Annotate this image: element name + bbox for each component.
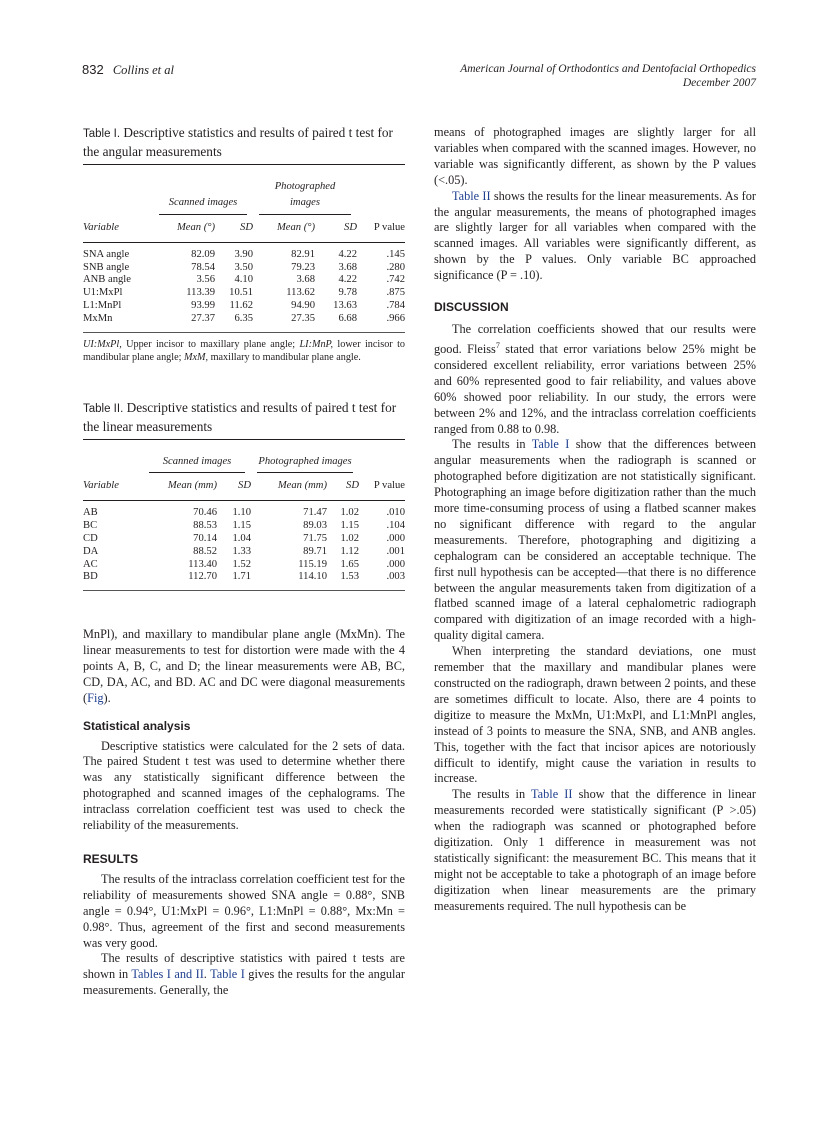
cell: 1.15 xyxy=(232,520,251,532)
cell: 93.99 xyxy=(191,299,215,311)
table-1-link[interactable]: Table I xyxy=(531,437,570,452)
cell: 78.54 xyxy=(191,261,215,273)
cell: 113.39 xyxy=(186,287,215,299)
cell: 13.63 xyxy=(333,299,357,311)
text: The results in xyxy=(452,787,532,802)
cell: 1.53 xyxy=(327,571,359,590)
cell: .001 xyxy=(386,545,405,557)
table-row xyxy=(83,287,405,300)
table-2-group-photographed: Photographed images xyxy=(257,454,353,474)
cell: 1.02 xyxy=(340,507,359,519)
cell: U1:MxPl xyxy=(83,287,123,299)
table-2-caption xyxy=(83,399,405,440)
cell: 3.50 xyxy=(234,261,253,273)
paragraph-continued: means of photographed images are slightly larger for all variables when compared with the scanned images. However, no variable was significantly different, as shown by the P values (<.05). xyxy=(434,125,756,187)
cell: 89.03 xyxy=(303,520,327,532)
table-1-header-row xyxy=(83,215,405,242)
column-header: SD xyxy=(217,473,251,500)
running-authors: Collins et al xyxy=(112,63,174,77)
cell: .000 xyxy=(386,558,405,570)
reference-superscript[interactable]: 7 xyxy=(495,340,500,350)
cell: .003 xyxy=(359,571,405,590)
column-header: Mean (mm) xyxy=(143,473,217,500)
running-header-left xyxy=(82,62,174,78)
cell: 6.35 xyxy=(215,313,253,332)
cell: 27.37 xyxy=(153,313,215,332)
paragraph-discussion-3: When interpreting the standard deviations, one must remember that the maxillary and mandibular planes were constructed on the radiograph, drawn between 2 points, and these are sometimes difficult to locate. Also, there are 4 points to digitize to measure the MxMn, U1:MxPl, and L1:MnPl angles, instead of 3 points to measure the SNA, SNB, and ANB angles. This, together with the fact that incisor apices are notoriously difficult to identify, might cause the variation in results to increase. xyxy=(434,644,757,786)
cell: .010 xyxy=(386,507,405,519)
heading-statistical-analysis: Statistical analysis xyxy=(83,718,191,733)
table-1-grid xyxy=(83,165,405,333)
table-row xyxy=(83,300,405,313)
cell: 9.78 xyxy=(338,287,357,299)
text: show that the difference in linear measurements recorded were statistically significant (P >.05) when the radiograph was scanned or photographed before digitization. Only 1 difference in measurement was not statistically significant: the measurement BC. This means that it might not be acceptable to take a photograph of an image before digitization when linear measurements are the primary measurements required. The null hypothesis can be xyxy=(434,787,756,913)
cell: AC xyxy=(83,558,98,570)
cell: 112.70 xyxy=(143,571,217,590)
table-2-label: Table II. xyxy=(83,402,124,415)
table-1-footnote xyxy=(83,338,405,365)
journal-issue: December 2007 xyxy=(682,77,756,89)
cell: 88.53 xyxy=(193,520,217,532)
cell: SNA angle xyxy=(83,248,130,260)
cell: 88.52 xyxy=(193,545,217,557)
cell: 11.62 xyxy=(229,299,253,311)
text: The correlation coefficients showed that our results were good. Fleiss xyxy=(434,321,756,356)
cell: 3.68 xyxy=(338,261,357,273)
footnote-abbr: LI:MnP, xyxy=(299,338,334,350)
table-row xyxy=(83,533,405,546)
tables-link[interactable]: Tables I and II xyxy=(131,967,204,982)
running-header-right xyxy=(460,62,756,90)
cell: 4.22 xyxy=(338,248,357,260)
left-column xyxy=(83,124,405,999)
cell: BC xyxy=(83,520,98,532)
paragraph-discussion-1 xyxy=(434,322,756,437)
cell: 89.71 xyxy=(303,545,327,557)
cell: SNB angle xyxy=(83,261,130,273)
cell: 79.23 xyxy=(291,261,315,273)
cell: .966 xyxy=(357,313,405,332)
text: . xyxy=(203,967,211,982)
cell: 1.33 xyxy=(232,545,251,557)
cell: 1.10 xyxy=(232,507,251,519)
table-1 xyxy=(83,124,405,365)
table-row xyxy=(83,571,405,590)
table-row xyxy=(83,501,405,520)
cell: 3.90 xyxy=(234,248,253,260)
column-header: P value xyxy=(359,473,405,500)
table-row xyxy=(83,546,405,559)
text: The results in xyxy=(452,437,532,452)
cell: .104 xyxy=(386,520,405,532)
column-header: Mean (°) xyxy=(253,215,315,242)
table-row xyxy=(83,520,405,533)
table-1-group-photographed: Photographed images xyxy=(259,179,351,215)
table-2-grid xyxy=(83,440,405,592)
text: MnPl), and maxillary to mandibular plane angle (MxMn). The linear measurements to test for distortion were made with the 4 points A, B, C, and D; the linear measurements were AB, BC, CD, DA, AC, and BD. AC and DC were diagonal measurements ( xyxy=(83,627,405,705)
cell: 113.62 xyxy=(286,287,315,299)
cell: .784 xyxy=(386,299,405,311)
cell: 4.10 xyxy=(234,274,253,286)
cell: ANB angle xyxy=(83,274,131,286)
cell: .145 xyxy=(386,248,405,260)
cell: 82.91 xyxy=(291,248,315,260)
table-row xyxy=(83,313,405,332)
table-2 xyxy=(83,399,405,592)
column-header: Variable xyxy=(83,215,153,242)
text: ). xyxy=(103,690,111,705)
table-2-link[interactable]: Table II xyxy=(531,787,573,802)
table-1-title: Descriptive statistics and results of paired t test for the angular measurements xyxy=(83,125,393,159)
paragraph-table-2-summary xyxy=(434,189,756,284)
cell: CD xyxy=(83,532,98,544)
cell: 1.12 xyxy=(340,545,359,557)
column-header: Mean (°) xyxy=(153,215,215,242)
cell: 115.19 xyxy=(298,558,327,570)
table-2-group-scanned: Scanned images xyxy=(149,454,245,474)
cell: 3.68 xyxy=(296,274,315,286)
column-header: P value xyxy=(357,215,405,242)
cell: .280 xyxy=(386,261,405,273)
cell: 94.90 xyxy=(291,299,315,311)
text: stated that error variations below 25% might be considered excellent reliability, error variations between 25% and 60% represented good to fair reliability, and values above 60% showed poor reliability. In our study, the errors were between 2% and 12%, and the intraclass correlation coefficients ranged from 0.88 to 0.98. xyxy=(434,341,756,436)
cell: 1.15 xyxy=(340,520,359,532)
footnote-abbr: MxM, xyxy=(184,352,209,363)
heading-discussion: DISCUSSION xyxy=(434,300,509,315)
footnote-text: lower incisor to mandibular plane angle; xyxy=(83,338,405,363)
table-2-title: Descriptive statistics and results of paired t test for the linear measurements xyxy=(83,399,397,434)
text: shows the results for the linear measurements. As for the angular measurements, the means of photographed images are slightly larger for all variables when compared with the scanned images. All variables were significantly different, as shown by the P values. Only variable BC approached significance (P = .10). xyxy=(434,188,756,283)
table-1-group-scanned: Scanned images xyxy=(159,195,247,215)
cell: 1.02 xyxy=(340,532,359,544)
column-header: SD xyxy=(327,473,359,500)
table-row xyxy=(83,262,405,275)
table-row xyxy=(83,559,405,572)
cell: DA xyxy=(83,545,99,557)
cell: .000 xyxy=(386,532,405,544)
cell: .742 xyxy=(386,274,405,286)
heading-results: RESULTS xyxy=(83,851,139,866)
figure-link[interactable]: Fig xyxy=(87,690,104,705)
table-1-link[interactable]: Table I xyxy=(210,967,245,982)
paragraph-discussion-2 xyxy=(434,437,756,644)
paragraph-statistical-analysis: Descriptive statistics were calculated for the 2 sets of data. The paired Student t test was used to determine whether there was any statistically significant difference between the photographed and scanned images of the cephalograms. The intraclass correlation coefficient test was used to check the reliability of the measurements. xyxy=(83,738,405,833)
cell: 71.47 xyxy=(303,507,327,519)
paragraph-results-2 xyxy=(83,951,405,999)
column-header: SD xyxy=(315,215,357,242)
cell: 113.40 xyxy=(188,558,217,570)
footnote-text: Upper incisor to maxillary plane angle; xyxy=(121,338,300,350)
table-2-link[interactable]: Table II xyxy=(452,188,491,203)
cell: 82.09 xyxy=(191,248,215,260)
cell: L1:MnPl xyxy=(83,299,122,311)
column-header: Variable xyxy=(83,473,143,500)
footnote-abbr: UI:MxPl, xyxy=(83,338,122,350)
cell: 114.10 xyxy=(251,571,327,590)
table-2-header-row xyxy=(83,473,405,500)
table-1-caption xyxy=(83,124,405,165)
cell: 4.22 xyxy=(338,274,357,286)
table-1-label: Table I. xyxy=(83,128,121,140)
table-row xyxy=(83,242,405,261)
cell: .875 xyxy=(386,287,405,299)
cell: 6.68 xyxy=(315,313,357,332)
cell: 70.14 xyxy=(193,532,217,544)
cell: MxMn xyxy=(83,313,153,332)
paragraph-results-1: The results of the intraclass correlation coefficient test for the reliability of measurements showed SNA angle = 0.88°, SNB angle = 0.94°, U1:MxPl = 0.96°, L1:MnPl = 0.88°, Mx:Mn = 0.98°. Thus, agreement of the first and second measurements was very good. xyxy=(83,871,405,950)
table-row xyxy=(83,274,405,287)
journal-name: American Journal of Orthodontics and Dentofacial Orthopedics xyxy=(460,63,756,75)
cell: 1.71 xyxy=(217,571,251,590)
cell: 3.56 xyxy=(196,274,215,286)
right-column xyxy=(434,125,756,915)
paragraph-methods xyxy=(83,627,405,707)
cell: 70.46 xyxy=(193,507,217,519)
cell: 1.65 xyxy=(340,558,359,570)
cell: 71.75 xyxy=(303,532,327,544)
cell: BD xyxy=(83,571,143,590)
page-number: 832 xyxy=(82,62,104,77)
cell: 1.52 xyxy=(232,558,251,570)
cell: 1.04 xyxy=(232,532,251,544)
footnote-text: maxillary to mandibular plane angle. xyxy=(208,352,361,363)
text: show that the differences between angular measurements when the radiograph is scanned or photographed before digitization are not statistically significant. Photographing an image before digitization rather than the much more time-consuming process of using a flatbed scanner makes no significant difference with regard to the angular measurements. Therefore, photographing and digitizing a cephalogram can be considered an acceptable technique. The first null hypothesis can be accepted—that there is no difference between the angular measurements taken from digitization of a flatbed scanned image of a lateral cephalometric radiograph compared with digitization of an image recorded with a high-quality digital camera. xyxy=(434,437,756,643)
cell: 27.35 xyxy=(253,313,315,332)
cell: 10.51 xyxy=(229,287,253,299)
column-header: Mean (mm) xyxy=(251,473,327,500)
column-header: SD xyxy=(215,215,253,242)
cell: AB xyxy=(83,507,98,519)
paragraph-discussion-4 xyxy=(434,787,756,914)
text: gives the results for the angular measurements. Generally, the xyxy=(83,967,405,998)
text: The results of descriptive statistics with paired t tests are shown in xyxy=(83,951,405,982)
